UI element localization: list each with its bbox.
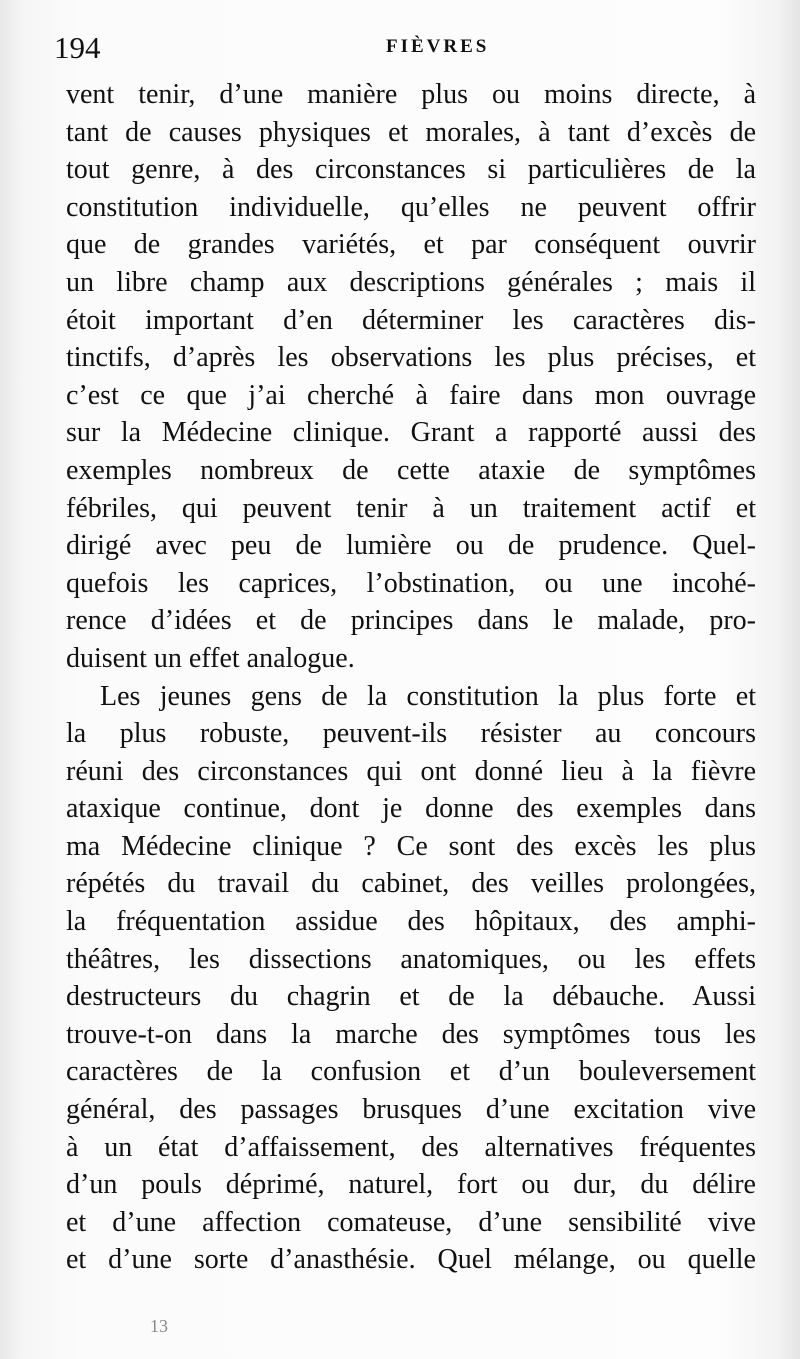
- text-line: théâtres, les dissections anatomiques, ou les effets: [66, 943, 756, 975]
- paragraph: [66, 678, 756, 1280]
- text-line: un libre champ aux descriptions générales ; mais il: [66, 266, 756, 298]
- text-line: étoit important d’en déterminer les caractères dis-: [66, 304, 756, 336]
- text-line: répétés du travail du cabinet, des veilles prolongées,: [66, 868, 756, 900]
- text-line: fébriles, qui peuvent tenir à un traitement actif et: [66, 492, 756, 524]
- text-line: c’est ce que j’ai cherché à faire dans mon ouvrage: [66, 379, 756, 411]
- text-line: à un état d’affaissement, des alternatives fréquentes: [66, 1131, 756, 1163]
- text-line: exemples nombreux de cette ataxie de symptômes: [66, 454, 756, 486]
- text-line: la fréquentation assidue des hôpitaux, des amphi-: [66, 906, 756, 938]
- text-line: tinctifs, d’après les observations les plus précises, et: [66, 342, 756, 374]
- text-line: destructeurs du chagrin et de la débauche. Aussi: [66, 981, 756, 1013]
- text-line: vent tenir, d’une manière plus ou moins directe, à: [66, 79, 756, 110]
- text-line: caractères de la confusion et d’un bouleversement: [66, 1056, 756, 1088]
- text-line: rence d’idées et de principes dans le malade, pro-: [66, 605, 756, 637]
- running-head: FIÈVRES: [386, 36, 490, 57]
- text-line: ma Médecine clinique ? Ce sont des excès les plus: [66, 830, 756, 862]
- text-line: Les jeunes gens de la constitution la plus forte et: [100, 680, 756, 712]
- text-line: tout genre, à des circonstances si particulières de la: [66, 154, 756, 186]
- text-line: ataxique continue, dont je donne des exemples dans: [66, 793, 756, 825]
- text-line: trouve-t-on dans la marche des symptômes tous les: [66, 1018, 756, 1050]
- page-number: 194: [54, 30, 101, 65]
- body-text: [66, 76, 756, 1279]
- page-header: [48, 30, 748, 70]
- text-line: duisent un effet analogue.: [66, 642, 355, 674]
- text-line: d’un pouls déprimé, naturel, fort ou dur, du délire: [66, 1169, 756, 1201]
- printer-signature: 13: [150, 1316, 168, 1336]
- text-line: constitution individuelle, qu’elles ne peuvent offrir: [66, 191, 756, 223]
- text-line: tant de causes physiques et morales, à tant d’excès de: [66, 116, 756, 148]
- text-line: général, des passages brusques d’une excitation vive: [66, 1094, 756, 1126]
- text-line: réuni des circonstances qui ont donné lieu à la fièvre: [66, 755, 756, 787]
- text-line: et d’une sorte d’anasthésie. Quel mélange, ou quelle: [66, 1244, 756, 1276]
- text-line: dirigé avec peu de lumière ou de prudence. Quel-: [66, 530, 756, 562]
- text-line: et d’une affection comateuse, d’une sensibilité vive: [66, 1206, 756, 1238]
- text-line: la plus robuste, peuvent-ils résister au concours: [66, 718, 756, 750]
- paragraph: [66, 76, 756, 678]
- text-line: sur la Médecine clinique. Grant a rapporté aussi des: [66, 417, 756, 449]
- text-line: quefois les caprices, l’obstination, ou une incohé-: [66, 567, 756, 599]
- text-line: que de grandes variétés, et par conséquent ouvrir: [66, 229, 756, 261]
